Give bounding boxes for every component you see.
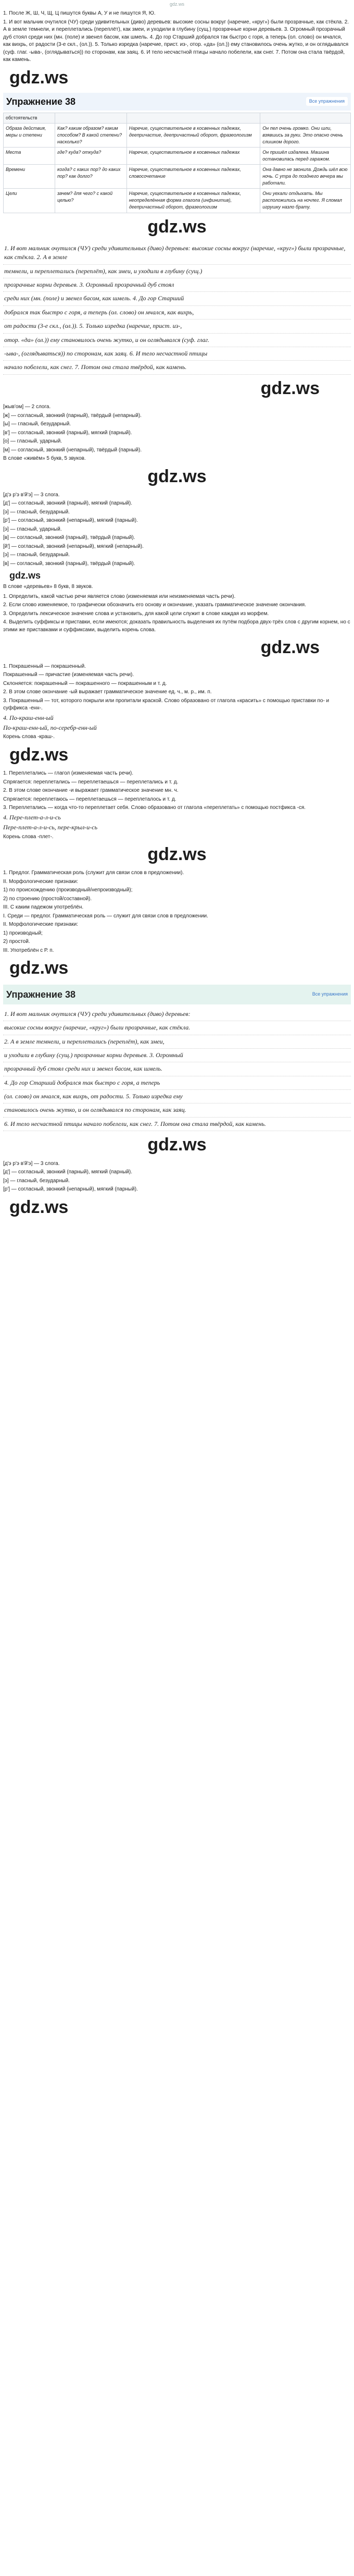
table-cell: Как? каким образом? каким способом? В какой степени? насколько? bbox=[55, 123, 127, 147]
phonetic-line: [ж] — согласный, звонкий (парный), твёрдый (непарный). bbox=[3, 412, 142, 419]
analysis-morpheme: 4. Пере-плет-а-л-и-сь bbox=[3, 813, 61, 821]
watermark: gdz.ws bbox=[260, 378, 320, 398]
hand-line: 2. А в земле темнели, и переплетались (переплёт), как змеи, bbox=[3, 1035, 351, 1049]
phonetic-derevev bbox=[3, 492, 351, 591]
all-exercises-button[interactable]: Все упражнения bbox=[306, 97, 348, 106]
table-cell: Наречие, существительное в косвенных падежах, неопределённая форма глагола (инфинитив), деепричастный оборот, фразеологизм bbox=[127, 189, 260, 213]
analysis-line: Спрягается: переплетаюсь — переплетаешься — переплеталось и т. д. bbox=[3, 796, 176, 802]
analysis-line: 1) производный; bbox=[3, 930, 43, 936]
table-cell: Они уехали отдыхать. Мы расположились на ночлег. Я сломал игрушку назло брату. bbox=[260, 189, 351, 213]
handwritten-block-1 bbox=[3, 242, 351, 375]
hand-line: среди них (мн. (поле) и звенел басом, как шмель. 4. До гор Старший bbox=[3, 292, 351, 305]
watermark: gdz.ws bbox=[9, 958, 69, 978]
rule-line: 1. Определить, какой частью речи является слово (изменяемая или неизменяемая часть речи). bbox=[3, 593, 236, 599]
watermark: gdz.ws bbox=[9, 570, 41, 581]
table-cell: Она давно не звонила. Дождь шёл всю ночь. С утра до позднего вечера мы работали. bbox=[260, 165, 351, 189]
table-cell: Наречие, существительное в косвенных падежах, словосочетание bbox=[127, 165, 260, 189]
hand-line: 4. До гор Старший добрался так быстро с горя, а теперь bbox=[3, 1076, 351, 1090]
table-row bbox=[4, 165, 351, 189]
watermark: gdz.ws bbox=[147, 466, 207, 486]
hand-line: от радости (3-е скл., (ол.)). 5. Только изредка (наречие, прист. из-, bbox=[3, 320, 351, 333]
table-cell: обстоятельств bbox=[4, 113, 55, 123]
analysis-line: 1. Покрашенный — покрашенный. bbox=[3, 663, 86, 669]
table-cell: Он пришёл издалека. Машина остановилась перед гаражом. bbox=[260, 148, 351, 165]
hand-line: высокие сосны вокруг (наречие, «круг») были прозрачные, как стёкла. bbox=[3, 1021, 351, 1035]
hand-line: и уходили в глубину (сущ.) прозрачные корни деревьев. 3. Огромный bbox=[3, 1049, 351, 1062]
analysis-line: 3. Покрашенный — тот, которого покрыли или пропитали краской. Слово образовано от глагола «красить» с помощью приставки по- и суффикса -енн-. bbox=[3, 697, 330, 712]
analysis-line: 3. Переплетались — когда что-то переплетает себя. Слово образовано от глагола «переплетать» с помощью постфикса -ся. bbox=[3, 805, 306, 811]
hand-line: 1. И вот мальчик очутился (ЧУ) среди удивительных (диво) деревьев: высокие сосны вокруг (наречие, «круг») были прозрачные, как стёкла. 2. А в земле bbox=[3, 242, 351, 265]
phonetic-summary: В слове «живём» 5 букв, 5 звуков. bbox=[3, 456, 86, 461]
analysis-line: 1) по происхождению (производный/непроизводный); bbox=[3, 887, 133, 893]
table-cell: Он пел очень громко. Они шли, взявшись за руки. Это опасно очень слишком дорого. bbox=[260, 123, 351, 147]
table-cell: когда? с каких пор? до каких пор? как долго? bbox=[55, 165, 127, 189]
table-cell: Образа действия, меры и степени bbox=[4, 123, 55, 147]
hand-line: отор. «да» (ол.)) ему становилось очень жутко, и он оглядывался (суф. глаг. bbox=[3, 334, 351, 347]
phonetic-line: [в] — согласный, звонкий (парный), твёрдый (парный). bbox=[3, 535, 135, 541]
watermark: gdz.ws bbox=[147, 844, 207, 865]
exercise-title: Упражнение 38 bbox=[6, 96, 76, 107]
table-cell: Наречие, существительное в косвенных падежах, деепричастие, деепричастный оборот, фразеологизм bbox=[127, 123, 260, 147]
rule-line: 3. Определить лексическое значение слова и установить, для какой цели служит в слове каждая из морфем. bbox=[3, 610, 269, 617]
analysis-line: Корень слова -краш-. bbox=[3, 734, 55, 740]
all-exercises-button[interactable]: Все упражнения bbox=[312, 991, 348, 997]
table-row bbox=[4, 148, 351, 165]
table-row bbox=[4, 113, 351, 123]
phonetic-line: [о] — гласный, ударный. bbox=[3, 438, 62, 444]
analysis-morpheme: 4. По-краш-енн-ый bbox=[3, 714, 54, 721]
phonetic-summary: В слове «деревьев» 8 букв, 8 звуков. bbox=[3, 584, 93, 590]
page bbox=[0, 0, 354, 1220]
intro-text: 1. И вот мальчик очутился (ЧУ) среди удивительных (диво) деревьев: высокие сосны вокруг (наречие, «круг») были прозрачные, как стёкла. 2. А в земле темнели, и переплетались (переплёт), как змеи, и уходили в глубину (сущ.) прозрачные корни деревьев. 3. Огромный прозрачный дуб стоял среди них (мн. (поле) и звенел басом, как шмель. 4. До гор Старший добрался так быстро с горя, а теперь (ол. слово) он мчался, как вихрь, от радости (3-е скл., (ол.)). 5. Только изредка (наречие, прист. из-, отор. «да» (ол.)) ему становилось очень жутко, и он оглядывался (суф. глаг. -ыва-, (оглядываться)) по сторонам, как заяц. 6. И тело несчастной птицы начало побелели, как снег. 7. Потом она стала твёрдой, как камень. bbox=[3, 19, 349, 63]
phonetic-line: [д'э р'э в'й'э] — 3 слога. bbox=[3, 1160, 60, 1167]
phonetic-line: [э] — гласный, безударный. bbox=[3, 1177, 70, 1184]
analysis-line: 2) простой. bbox=[3, 939, 30, 945]
phonetic-line: [д'э р'э в'й'э] — 3 слога. bbox=[3, 492, 60, 498]
preposition-analysis bbox=[3, 869, 351, 954]
exercise-header bbox=[3, 93, 351, 111]
phonetic-line: [в'] — согласный, звонкий (парный), мягкий (парный). bbox=[3, 430, 132, 436]
phonetic-line: [д'] — согласный, звонкий (парный), мягкий (парный). bbox=[3, 500, 132, 507]
table-cell: зачем? для чего? с какой целью? bbox=[55, 189, 127, 213]
hand-line: -ыва-, (оглядываться)) по сторонам, как заяц. 6. И тело несчастной птицы bbox=[3, 347, 351, 361]
phonetic-line: [ы] — гласный, безударный. bbox=[3, 421, 71, 427]
phonetic-line: [в] — согласный, звонкий (парный), твёрдый (парный). bbox=[3, 560, 135, 567]
rule-line: 2. Если слово изменяемое, то графически обозначить его основу и окончание, указать грамматическое значение окончания. bbox=[3, 602, 306, 608]
adverbial-table bbox=[3, 113, 351, 213]
table-cell bbox=[260, 113, 351, 123]
phonetic-line: [м] — согласный, звонкий (непарный), твёрдый (парный). bbox=[3, 447, 142, 453]
analysis-line: Покрашенный — причастие (изменяемая часть речи). bbox=[3, 672, 134, 678]
watermark: gdz.ws bbox=[147, 216, 207, 237]
analysis-line: III. С каким падежом употреблён. bbox=[3, 904, 84, 911]
analysis-line: 2. В этом слове окончание -ый выражает грамматическое значение ед. ч., м. р., им. п. bbox=[3, 689, 212, 695]
word-analysis-pokrashenny bbox=[3, 663, 351, 741]
phonetic-line: [жыв'ом] — 2 слога. bbox=[3, 404, 51, 410]
hand-line: темнели, и переплетались (переплёт), как змеи, и уходили в глубину (сущ.) bbox=[3, 265, 351, 278]
table-row bbox=[4, 189, 351, 213]
analysis-line: 1. Предлог. Грамматическая роль (служит для связи слов в предложении). bbox=[3, 870, 184, 876]
handwritten-block-2 bbox=[3, 1008, 351, 1132]
hand-line: прозрачные корни деревьев. 3. Огромный прозрачный дуб стоял bbox=[3, 278, 351, 292]
phonetic-line: [э] — гласный, безударный. bbox=[3, 552, 70, 558]
phonetic-derevev-2 bbox=[3, 1160, 351, 1194]
analysis-line: 1. Переплетались — глагол (изменяемая часть речи). bbox=[3, 770, 133, 777]
hand-line: становилось очень жутко, и он оглядывался по сторонам, как заяц. bbox=[3, 1103, 351, 1117]
hand-line: 6. И тело несчастной птицы начало побелели, как снег. 7. Потом она стала твёрдой, как камень. bbox=[3, 1118, 351, 1131]
word-analysis-perepletalis bbox=[3, 770, 351, 841]
table-cell: Места bbox=[4, 148, 55, 165]
intro-rule: 1. После Ж, Ш, Ч, Щ, Ц пишутся буквы А, У и не пишутся Я, Ю. bbox=[3, 10, 156, 17]
phonetic-zhivom bbox=[3, 403, 351, 463]
phonetic-line: [э] — гласный, безударный. bbox=[3, 509, 70, 515]
phonetic-line: [д'] — согласный, звонкий (парный), мягкий (парный). bbox=[3, 1169, 132, 1175]
phonetic-line: [р'] — согласный, звонкий (непарный), мягкий (парный). bbox=[3, 518, 138, 524]
analysis-line: Спрягается: переплетались — переплетаешься — переплетались и т. д. bbox=[3, 779, 179, 785]
analysis-line: II. Морфологические признаки: bbox=[3, 878, 79, 885]
analysis-line: III. Употреблён с Р. п. bbox=[3, 947, 54, 953]
table-cell: Времени bbox=[4, 165, 55, 189]
site-header[interactable]: gdz.ws bbox=[169, 2, 184, 7]
watermark: gdz.ws bbox=[9, 744, 69, 765]
analysis-line: II. Морфологические признаки: bbox=[3, 922, 79, 928]
watermark: gdz.ws bbox=[9, 1197, 69, 1217]
exercise-title: Упражнение 38 bbox=[6, 989, 76, 1000]
hand-line: (ол. слово) он мчался, как вихрь, от радости. 5. Только изредка ему bbox=[3, 1090, 351, 1103]
hand-line: начало побелели, как снег. 7. Потом она стала твёрдой, как камень. bbox=[3, 361, 351, 374]
table-cell: Наречие, существительное в косвенных падежах bbox=[127, 148, 260, 165]
analysis-line: Склоняется: покрашенный — покрашенного — покрашенным и т. д. bbox=[3, 680, 167, 686]
exercise-header-2 bbox=[3, 985, 351, 1004]
table-row bbox=[4, 123, 351, 147]
analysis-line: 2. В этом слове окончание -и выражает грамматическое значение мн. ч. bbox=[3, 788, 179, 794]
analysis-morpheme: Пере-плет-а-л-и-сь, пере-крыл-и-сь bbox=[3, 824, 98, 831]
morpheme-rules bbox=[3, 593, 351, 634]
analysis-morpheme: По-краш-енн-ый, по-серебр-енн-ый bbox=[3, 724, 97, 732]
table-cell bbox=[55, 113, 127, 123]
phonetic-line: [э] — гласный, ударный. bbox=[3, 526, 62, 532]
table-cell bbox=[127, 113, 260, 123]
phonetic-line: [й'] — согласный, звонкий (непарный), мягкий (непарный). bbox=[3, 543, 144, 549]
phonetic-line: [р'] — согласный, звонкий (непарный), мягкий (парный). bbox=[3, 1186, 138, 1193]
watermark: gdz.ws bbox=[9, 67, 69, 88]
rule-line: 4. Выделить суффиксы и приставки, если имеются; доказать правильность выделения их путём подбора двух-трёх слов с другим корнем, но с этими же приставками и суффиксами, выделить корень слова. bbox=[3, 619, 350, 633]
analysis-line: 2) по строению (простой/составной). bbox=[3, 896, 92, 902]
analysis-line: Корень слова -плет-. bbox=[3, 833, 54, 840]
hand-line: добрался так быстро с горя, а теперь (ол. слово) он мчался, как вихрь, bbox=[3, 306, 351, 320]
table-cell: Цели bbox=[4, 189, 55, 213]
watermark: gdz.ws bbox=[147, 1135, 207, 1155]
hand-line: прозрачный дуб стоял среди них и звенел басом, как шмель. bbox=[3, 1062, 351, 1076]
analysis-line: I. Среди — предлог. Грамматическая роль — служит для связи слов в предложении. bbox=[3, 913, 208, 919]
table-cell: где? куда? откуда? bbox=[55, 148, 127, 165]
watermark: gdz.ws bbox=[260, 637, 320, 658]
hand-line: 1. И вот мальчик очутился (ЧУ) среди удивительных (диво) деревьев: bbox=[3, 1008, 351, 1021]
